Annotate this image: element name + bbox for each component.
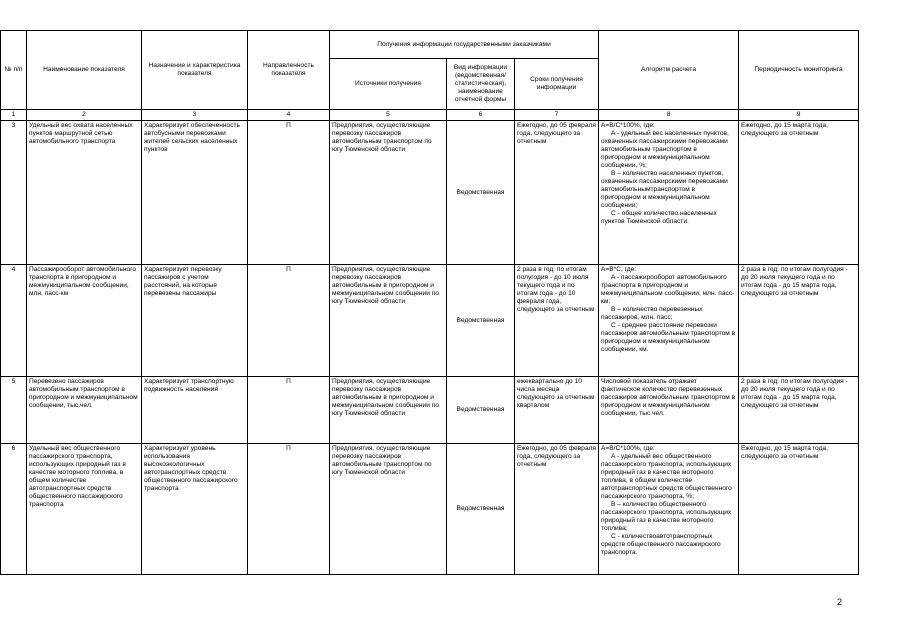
indicator-name: Пассажирооборот автомобильного транспорта в пригородном и межмуниципальном сообщении, млн. пасс-км (27, 265, 142, 377)
algorithm-line: A - удельный вес населенных пунктов, охваченных пассажирскими перевозками автомобильным транспортом в пригородном и межмуниципальном сообщении, %; (601, 130, 729, 169)
indicator-direction: П (248, 444, 330, 575)
monitoring-period: 2 раза в год: по итогам полугодия - до 20 июля текущего года и по итогам года - до 15 марта года, следующего за отчетным (739, 377, 859, 444)
column-number: 2 (27, 110, 142, 121)
calc-algorithm (599, 377, 739, 444)
calc-algorithm (599, 444, 739, 575)
info-terms: Ежегодно, до 05 февраля года, следующего за отчетным (515, 121, 599, 265)
algorithm-line: B – количество населенных пунктов, охваченных пассажирскими перевозками автомобильнымтранспортом в пригородном и межмуниципальном сообщении; (601, 170, 728, 209)
monitoring-period: 2 раза в год: по итогам полугодия - до 20 июля текущего года и по итогам года - до 15 марта года, следующего за отчетным (739, 265, 859, 377)
indicator-direction: П (248, 377, 330, 444)
column-number: 7 (515, 110, 599, 121)
algorithm-line: C - количествоавтотранспортных средств общественного пассажирского транспорта. (601, 533, 721, 556)
info-terms: 2 раза в год: по итогам полугодия - до 10 июля текущего года и по итогам года - до 10 февраля года, следующего за отчетным (515, 265, 599, 377)
algorithm-line: A - пассажирооборот автомобильного транспорта в пригородном и межмуниципальном сообщении, млн. пасс-км; (601, 274, 735, 305)
monitoring-period: Ежегодно, до 15 марта года, следующего за отчетным (739, 444, 859, 575)
indicator-purpose: Характеризует обеспеченность автобусными перевозками жителей сельских населенных пунктов (142, 121, 248, 265)
column-number: 1 (1, 110, 27, 121)
monitoring-period: Ежегодно, до 15 марта года, следующего за отчетным (739, 121, 859, 265)
algorithm-line: Числовой показатель отражает фактическое количество перевезенных пассажиров автомобильным транспортом в пригородном и межмуниципальном сообщении, тыс.чел. (601, 378, 736, 417)
info-terms: Ежегодно, до 05 февраля года, следующего за отчетным (515, 444, 599, 575)
algorithm-line: A=B*C, где: (601, 266, 637, 273)
algorithm-line: C - общее количество населенных пунктов Тюменской области. (601, 210, 717, 225)
column-number: 3 (142, 110, 248, 121)
algorithm-line: B – количество перевезенных пассажиров, млн. пасс; (601, 306, 703, 321)
indicator-purpose: Характеризует перевозку пассажиров с учетом расстояний, на которые перевезены пассажиры (142, 265, 248, 377)
column-number: 4 (248, 110, 330, 121)
indicator-name: Перевезено пассажиров автомобильным транспортом в пригородном и межмуниципальном сообщении, тыс.чел. (27, 377, 142, 444)
info-source: Предприятия, осуществляющие перевозку пассажиров автомобильным в пригородном и межмуниципальном сообщении по югу Тюменской области (330, 377, 447, 444)
header-source: Источники получения (330, 59, 447, 110)
header-algorithm: Алгоритм расчета (599, 31, 739, 110)
info-source: Предприятия, осуществляющие перевозку пассажиров автомобильным транспортом по югу Тюменской области (330, 121, 447, 265)
row-number: 6 (1, 444, 27, 575)
algorithm-line: A=B/C*100%, где: (601, 445, 655, 452)
header-periodicity: Периодичность мониторинга (739, 31, 859, 110)
calc-algorithm (599, 265, 739, 377)
row-number: 3 (1, 121, 27, 265)
header-direction: Направленность показателя (248, 31, 330, 110)
info-kind: Ведомственная (447, 377, 515, 444)
info-terms: ежеквартально до 10 числа месяца следующего за отчетным кварталом (515, 377, 599, 444)
info-kind: Ведомственная (447, 121, 515, 265)
indicator-name: Удельный вес охвата населенных пунктов маршрутной сетью автомобильного транспорта (27, 121, 142, 265)
algorithm-line: A - удельный вес общественного пассажирского транспорта, использующих природный газ в качестве моторного топлива, в общем количестве автотранспортных средств общественного пассажирского транспорта, %; (601, 453, 732, 500)
indicator-direction: П (248, 121, 330, 265)
column-number: 9 (739, 110, 859, 121)
row-number: 5 (1, 377, 27, 444)
info-kind: Ведомственная (447, 265, 515, 377)
header-group-info: Получения информации государственными заказчиками (330, 31, 599, 59)
indicator-name: Удельный вес общественного пассажирского транспорта, использующих природный газ в качестве моторного топлива, в общем количестве автотранспортных средств общественного пассажирского транспорта (27, 444, 142, 575)
algorithm-line: C - среднее расстояние перевозки пассажиров автомобильным транспортом в пригородном и межмуниципальном сообщении, км. (601, 322, 736, 353)
info-source: Предприятия, осуществляющие перевозку пассажиров автомобильным транспортом по югу Тюменской области (330, 444, 447, 575)
algorithm-line: A=B/C*100%, где: (601, 122, 655, 129)
header-purpose: Назначение и характеристика показателя (142, 31, 248, 110)
header-info-kind: Вид информации (ведомственная/статистическая), наименование отчетной формы (447, 59, 515, 110)
indicators-table (0, 30, 859, 575)
header-name: Наименование показателя (27, 31, 142, 110)
row-number: 4 (1, 265, 27, 377)
column-number: 6 (447, 110, 515, 121)
algorithm-line: B – количество общественного пассажирского транспорта, использующих природный газ в качестве моторного топлива; (601, 501, 732, 532)
column-numbers-row (1, 110, 859, 121)
info-kind: Ведомственная (447, 444, 515, 575)
table-row (1, 377, 859, 444)
indicator-purpose: Характеризует транспортную подвижность населения (142, 377, 248, 444)
info-source: Предприятия, осуществляющие перевозку пассажиров автомобильным в пригородном и межмуниципальном сообщении по югу Тюменской области (330, 265, 447, 377)
table-row (1, 265, 859, 377)
header-terms: Сроки получения информации (515, 59, 599, 110)
indicator-purpose: Характеризует уровень использования высокоэкологичных автотранспортных средств общественного пассажирского транспорта (142, 444, 248, 575)
header-number: № п/п (1, 31, 27, 110)
table-row (1, 444, 859, 575)
table-row (1, 121, 859, 265)
indicator-direction: П (248, 265, 330, 377)
column-number: 8 (599, 110, 739, 121)
calc-algorithm (599, 121, 739, 265)
page-number: 2 (837, 597, 843, 607)
column-number: 5 (330, 110, 447, 121)
